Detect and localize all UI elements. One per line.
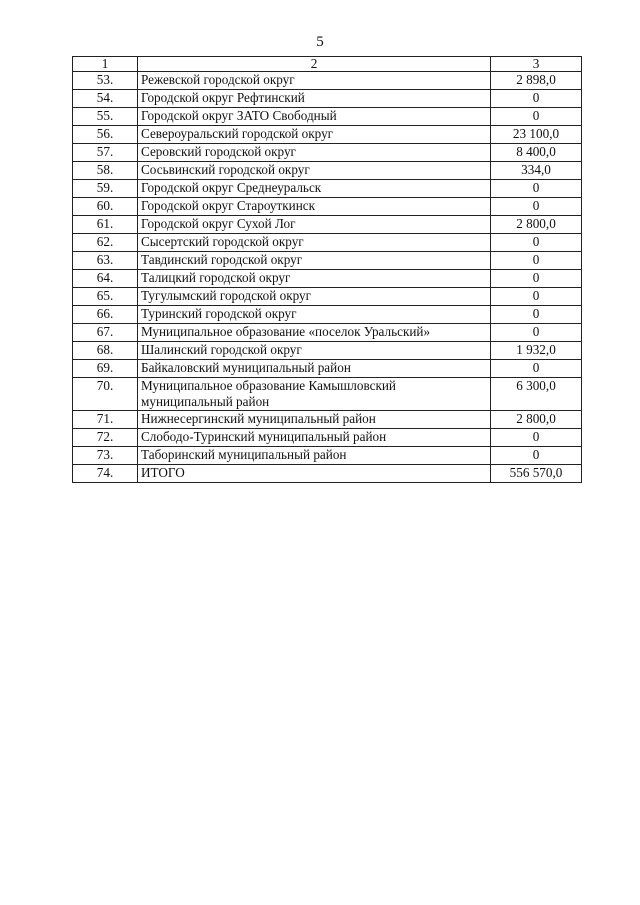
amount-value: 0: [491, 108, 582, 126]
row-number: 53.: [73, 72, 138, 90]
municipality-name: Североуральский городской округ: [138, 126, 491, 144]
table-row: [73, 324, 582, 342]
municipality-name: Серовский городской округ: [138, 144, 491, 162]
row-number: 62.: [73, 234, 138, 252]
row-number: 72.: [73, 429, 138, 447]
amount-value: 0: [491, 198, 582, 216]
table-row: [73, 447, 582, 465]
row-number: 63.: [73, 252, 138, 270]
amount-value: 0: [491, 360, 582, 378]
row-number: 61.: [73, 216, 138, 234]
page-number: 5: [316, 34, 324, 50]
amount-value: 2 800,0: [491, 411, 582, 429]
municipality-name: Тугулымский городской округ: [138, 288, 491, 306]
municipality-name: Шалинский городской округ: [138, 342, 491, 360]
row-number: 69.: [73, 360, 138, 378]
amount-value: 334,0: [491, 162, 582, 180]
municipality-name: Городской округ Староуткинск: [138, 198, 491, 216]
municipality-name: Туринский городской округ: [138, 306, 491, 324]
amount-value: 0: [491, 429, 582, 447]
row-number: 65.: [73, 288, 138, 306]
row-number: 74.: [73, 465, 138, 483]
municipality-name: Городской округ Сухой Лог: [138, 216, 491, 234]
total-row: [73, 465, 582, 483]
amount-value: 0: [491, 324, 582, 342]
table-row: [73, 72, 582, 90]
amount-value: 2 800,0: [491, 216, 582, 234]
row-number: 71.: [73, 411, 138, 429]
table-row: [73, 411, 582, 429]
amount-value: 6 300,0: [491, 378, 582, 411]
amount-value: 2 898,0: [491, 72, 582, 90]
table-row: [73, 180, 582, 198]
amount-value: 8 400,0: [491, 144, 582, 162]
table-row: [73, 198, 582, 216]
table-row: [73, 378, 582, 411]
row-number: 68.: [73, 342, 138, 360]
table-row: [73, 126, 582, 144]
row-number: 59.: [73, 180, 138, 198]
amount-value: 0: [491, 270, 582, 288]
row-number: 58.: [73, 162, 138, 180]
amount-value: 0: [491, 90, 582, 108]
table-row: [73, 216, 582, 234]
table-header-row: [73, 57, 582, 72]
municipality-name: Слободо-Туринский муниципальный район: [138, 429, 491, 447]
table-row: [73, 288, 582, 306]
municipality-name: Байкаловский муниципальный район: [138, 360, 491, 378]
table-row: [73, 360, 582, 378]
row-number: 73.: [73, 447, 138, 465]
table-row: [73, 162, 582, 180]
row-number: 64.: [73, 270, 138, 288]
row-number: 57.: [73, 144, 138, 162]
municipality-name: Сысертский городской округ: [138, 234, 491, 252]
table-row: [73, 90, 582, 108]
table-row: [73, 429, 582, 447]
table-row: [73, 252, 582, 270]
municipality-name: Режевской городской округ: [138, 72, 491, 90]
municipality-name: Городской округ Среднеуральск: [138, 180, 491, 198]
column-header-1: 1: [73, 57, 138, 72]
amount-value: 23 100,0: [491, 126, 582, 144]
row-number: 55.: [73, 108, 138, 126]
total-label: ИТОГО: [138, 465, 491, 483]
table-row: [73, 270, 582, 288]
row-number: 60.: [73, 198, 138, 216]
municipality-name: Муниципальное образование «поселок Уральский»: [138, 324, 491, 342]
municipality-name: Муниципальное образование Камышловский муниципальный район: [138, 378, 491, 411]
row-number: 66.: [73, 306, 138, 324]
row-number: 56.: [73, 126, 138, 144]
amount-value: 0: [491, 252, 582, 270]
amount-value: 0: [491, 306, 582, 324]
allocation-table: [72, 56, 582, 483]
municipality-name: Тавдинский городской округ: [138, 252, 491, 270]
municipality-name: Нижнесергинский муниципальный район: [138, 411, 491, 429]
table-row: [73, 234, 582, 252]
table-row: [73, 108, 582, 126]
amount-value: 0: [491, 447, 582, 465]
municipality-name: Сосьвинский городской округ: [138, 162, 491, 180]
row-number: 54.: [73, 90, 138, 108]
municipality-name: Городской округ Рефтинский: [138, 90, 491, 108]
amount-value: 1 932,0: [491, 342, 582, 360]
municipality-name: Городской округ ЗАТО Свободный: [138, 108, 491, 126]
amount-value: 0: [491, 234, 582, 252]
row-number: 70.: [73, 378, 138, 411]
table-row: [73, 342, 582, 360]
municipality-name: Талицкий городской округ: [138, 270, 491, 288]
amount-value: 0: [491, 288, 582, 306]
amount-value: 0: [491, 180, 582, 198]
column-header-2: 2: [138, 57, 491, 72]
total-value: 556 570,0: [491, 465, 582, 483]
municipality-name: Таборинский муниципальный район: [138, 447, 491, 465]
row-number: 67.: [73, 324, 138, 342]
column-header-3: 3: [491, 57, 582, 72]
table-row: [73, 306, 582, 324]
table-row: [73, 144, 582, 162]
